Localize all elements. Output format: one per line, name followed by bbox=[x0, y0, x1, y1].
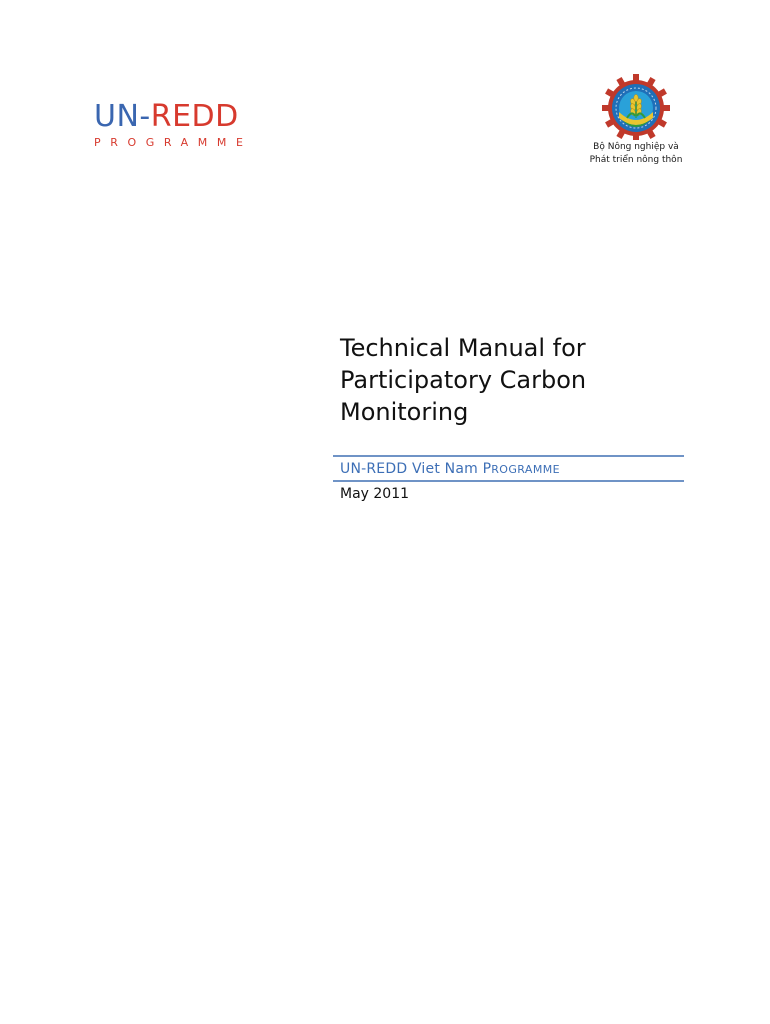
title-line-3: Monitoring bbox=[340, 398, 469, 426]
logo-programme-text: PROGRAMME bbox=[94, 136, 253, 149]
title-divider-top bbox=[333, 455, 684, 457]
logo-redd-text: REDD bbox=[150, 99, 239, 134]
ministry-emblem-icon bbox=[594, 74, 678, 140]
document-date: May 2011 bbox=[340, 486, 410, 502]
subtitle-lead-text: UN-REDD Viet Nam bbox=[340, 461, 483, 477]
logo-dash-text: - bbox=[139, 99, 151, 134]
document-subtitle bbox=[340, 459, 560, 480]
logo-un-text: UN bbox=[94, 99, 140, 134]
unredd-logo bbox=[94, 100, 264, 149]
document-title bbox=[340, 332, 680, 428]
subtitle-smallcaps-initial: P bbox=[482, 461, 492, 477]
unredd-wordmark bbox=[94, 100, 264, 134]
subtitle-smallcaps-rest: ROGRAMME bbox=[491, 463, 560, 476]
title-line-1: Technical Manual for bbox=[340, 334, 586, 362]
title-line-2: Participatory Carbon bbox=[340, 366, 587, 394]
ministry-logo bbox=[580, 74, 692, 166]
title-divider-bottom bbox=[333, 480, 684, 482]
ministry-name-line2: Phát triển nông thôn bbox=[589, 155, 683, 165]
ministry-name-line1: Bộ Nông nghiệp và bbox=[593, 142, 679, 152]
